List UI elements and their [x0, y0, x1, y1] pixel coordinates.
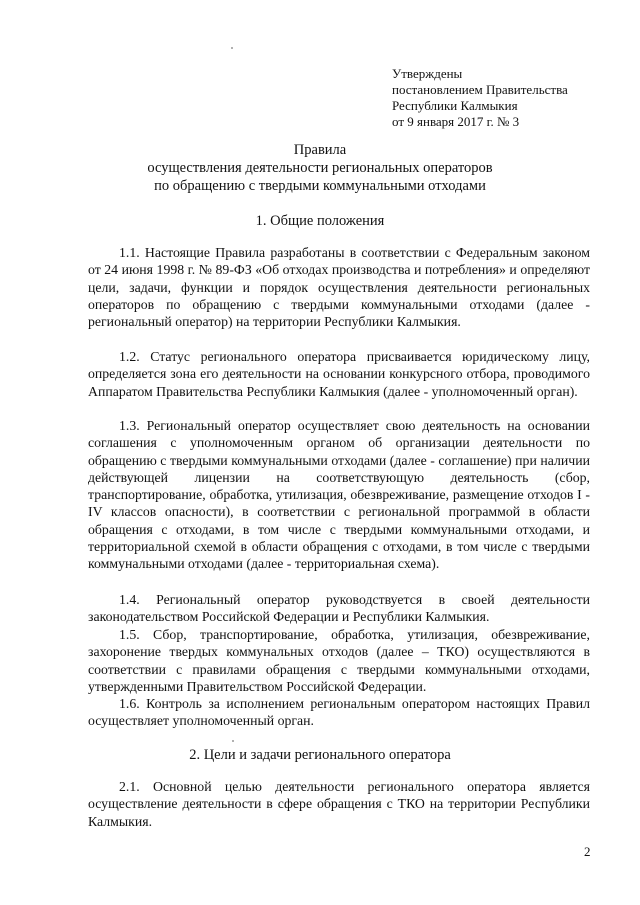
title-line: по обращению с твердыми коммунальными отходами [154, 178, 486, 194]
paragraph-1-3: 1.3. Региональный оператор осуществляет свою деятельность на основании соглашения с уполномоченным органом об организации деятельности по обращению с твердыми коммунальными отходами (далее - соглашение) при наличии действующей лицензии на соответствующую деятельность (сбор, транспортирование, обработка, утилизация, обезвреживание, размещение отходов I - IV классов опасности), в соответствии с региональной программой в области обращения с отходами, в том числе с твердыми коммунальными отходами, и территориальной схемой в области обращения с отходами, в том числе с твердыми коммунальными отходами (далее - территориальная схема). [88, 418, 590, 572]
approval-line: Республики Калмыкия [392, 98, 518, 113]
title-line: Правила [293, 142, 347, 158]
approval-stamp [392, 66, 568, 130]
approval-line: от 9 января 2017 г. № 3 [392, 114, 520, 129]
paragraph-2-1: 2.1. Основной целью деятельности регионального оператора является осуществление деятельности в сфере обращения с ТКО на территории Республики Калмыкия. [88, 779, 590, 829]
paragraph-1-6: 1.6. Контроль за исполнением региональным оператором настоящих Правил осуществляет уполномоченный орган. [88, 696, 590, 729]
scan-speck [232, 740, 234, 742]
paragraph-1-4: 1.4. Региональный оператор руководствуется в своей деятельности законодательством Российской Федерации и Республики Калмыкия. [88, 592, 590, 625]
paragraph-1-5: 1.5. Сбор, транспортирование, обработка, утилизация, обезвреживание, захоронение твердых коммунальных отходов (далее – ТКО) осуществляются в соответствии с правилами обращения с твердыми коммунальными отходами, утвержденными Правительством Российской Федерации. [88, 627, 590, 694]
page-number: 2 [584, 844, 591, 859]
section-heading: 2. Цели и задачи регионального оператора [189, 747, 451, 763]
paragraph-1-2: 1.2. Статус регионального оператора присваивается юридическому лицу, определяется зона его деятельности на основании конкурсного отбора, проводимого Аппаратом Правительства Республики Калмыкия (далее - уполномоченный орган). [88, 349, 590, 399]
scan-speck [231, 47, 233, 49]
section-heading: 1. Общие положения [255, 213, 385, 229]
approval-line: постановлением Правительства [392, 82, 568, 97]
document-title [0, 141, 640, 195]
approval-line: Утверждены [392, 66, 463, 81]
title-line: осуществления деятельности региональных операторов [147, 160, 493, 176]
paragraph-1-1: 1.1. Настоящие Правила разработаны в соответствии с Федеральным законом от 24 июня 1998 г. № 89-ФЗ «Об отходах производства и потребления» и определяют цели, задачи, функции и порядок осуществления деятельности региональных операторов по обращению с твердыми коммунальными отходами (далее - региональный оператор) на территории Республики Калмыкия. [88, 245, 590, 330]
